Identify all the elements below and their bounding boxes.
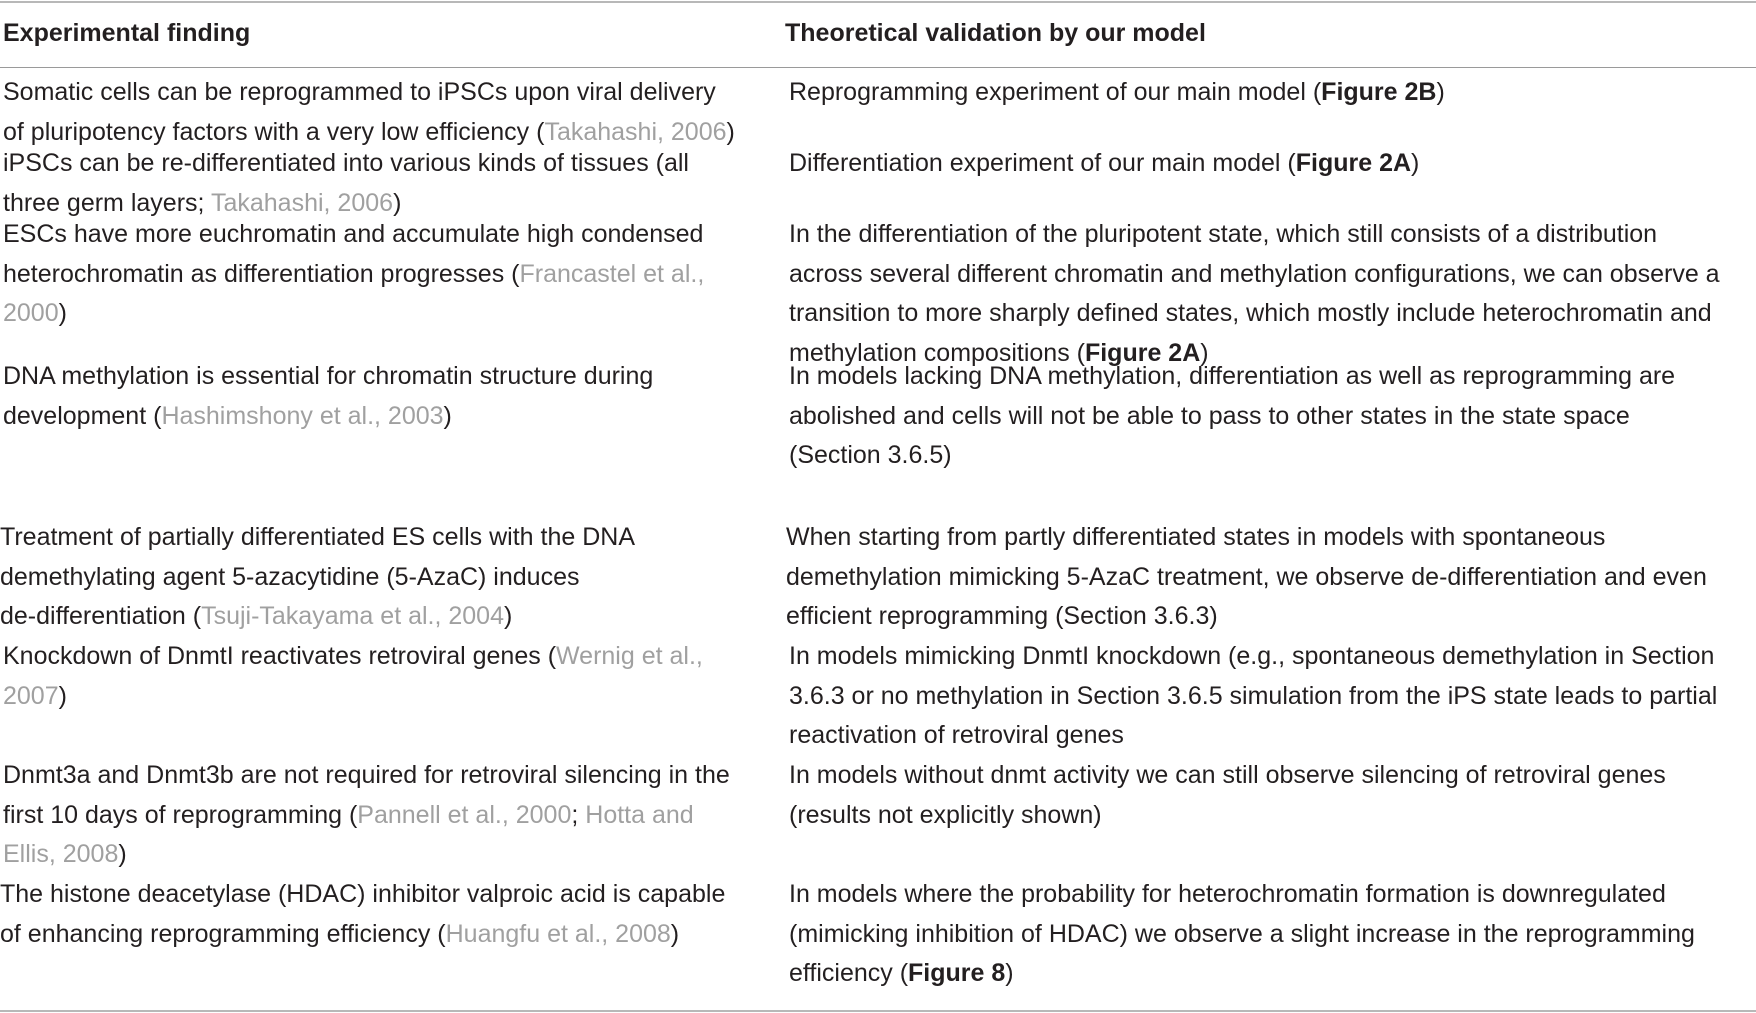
cell-text: ) <box>1200 338 1209 367</box>
cell-text: Dnmt3a and Dnmt3b are not required for retroviral silencing in the first 10 days of reprogramming ( <box>3 761 730 829</box>
table-top-rule <box>0 1 1756 3</box>
citation-link: Huangfu et al., 2008 <box>445 919 671 948</box>
cell-text: ) <box>1411 149 1420 177</box>
cell-text: ) <box>726 117 735 146</box>
citation-link: Takahashi, 2006 <box>210 188 394 217</box>
row-1-finding <box>3 73 773 152</box>
cell-text: ) <box>58 299 67 328</box>
table-bottom-rule <box>0 1010 1756 1012</box>
row-8-validation <box>789 875 1756 994</box>
header-experimental-finding: Experimental finding <box>3 19 251 47</box>
cell-text: The histone deacetylase (HDAC) inhibitor valproic acid is capable of enhancing reprogramming efficiency ( <box>0 880 726 948</box>
header-rule <box>0 67 1756 68</box>
figure-reference: Figure 2A <box>1084 338 1201 367</box>
cell-text: ) <box>1005 959 1014 988</box>
row-4-validation <box>789 357 1756 476</box>
cell-text: In models without dnmt activity we can still observe silencing of retroviral genes (results not explicitly shown) <box>789 761 1666 829</box>
cell-text: In models where the probability for heterochromatin formation is downregulated (mimicking inhibition of HDAC) we observe a slight increase in the reprogramming efficiency ( <box>789 880 1695 988</box>
cell-text: Reprogramming experiment of our main model ( <box>789 78 1322 106</box>
figure-reference: Figure 2A <box>1295 149 1412 177</box>
row-1-validation <box>789 73 1756 113</box>
row-6-finding <box>3 637 773 716</box>
cell-text: In models mimicking DnmtI knockdown (e.g., spontaneous demethylation in Section 3.6.3 or no methylation in Section 3.6.5 simulation from the iPS state leads to partial reactivation of retroviral genes <box>789 642 1718 750</box>
row-3-finding <box>3 215 773 334</box>
citation-link: Takahashi, 2006 <box>544 117 727 146</box>
row-7-validation <box>789 756 1756 835</box>
cell-text: ) <box>118 840 127 869</box>
citation-link: Pannell et al., 2000 <box>357 800 572 829</box>
cell-text: In the differentiation of the pluripotent state, which still consists of a distribution across several different chromatin and methylation configurations, we can observe a transition to more sharply defined states, which mostly include heterochromatin and methylation compositions ( <box>789 220 1720 367</box>
cell-text: ; <box>571 800 586 829</box>
cell-text: ) <box>393 188 402 217</box>
cell-text: iPSCs can be re-differentiated into various kinds of tissues (all three germ layers; <box>3 149 689 217</box>
row-2-validation <box>789 144 1756 184</box>
cell-text: DNA methylation is essential for chromatin structure during development ( <box>3 362 654 430</box>
citation-link: Hotta and Ellis, 2008 <box>3 800 694 869</box>
cell-text: ESCs have more euchromatin and accumulate high condensed heterochromatin as differentiation progresses ( <box>3 220 704 288</box>
figure-reference: Figure 8 <box>908 959 1006 988</box>
header-theoretical-validation: Theoretical validation by our model <box>785 19 1206 47</box>
cell-text: Differentiation experiment of our main model ( <box>789 149 1296 177</box>
cell-text: ) <box>670 919 680 948</box>
row-4-finding <box>3 357 773 436</box>
cell-text: Treatment of partially differentiated ES cells with the DNA demethylating agent 5-azacytidine (5-AzaC) induces de-differentiation ( <box>0 523 636 631</box>
cell-text: ) <box>504 602 513 631</box>
citation-link: Tsuji-Takayama et al., 2004 <box>201 602 504 631</box>
row-5-finding <box>0 518 770 637</box>
citation-link: Francastel et al., 2000 <box>3 259 705 328</box>
cell-text: ) <box>58 681 67 710</box>
figure-reference: Figure 2B <box>1321 78 1437 106</box>
row-6-validation <box>789 637 1756 756</box>
row-2-finding <box>3 144 773 223</box>
cell-text: Knockdown of DnmtI reactivates retroviral genes ( <box>3 642 557 670</box>
cell-text: ) <box>443 401 452 430</box>
cell-text: In models lacking DNA methylation, differentiation as well as reprogramming are abolished and cells will not be able to pass to other states in the state space (Section 3.6.5) <box>789 362 1676 470</box>
row-8-finding <box>0 875 770 954</box>
row-5-validation <box>786 518 1756 637</box>
citation-link: Hashimshony et al., 2003 <box>161 401 444 430</box>
cell-text: Somatic cells can be reprogrammed to iPSCs upon viral delivery of pluripotency factors with a very low efficiency ( <box>3 78 716 146</box>
row-3-validation <box>789 215 1756 373</box>
cell-text: When starting from partly differentiated states in models with spontaneous demethylation mimicking 5-AzaC treatment, we observe de-differentiation and even efficient reprogramming (Section 3.6.3) <box>786 523 1707 631</box>
cell-text: ) <box>1436 78 1445 106</box>
row-7-finding <box>3 756 773 875</box>
citation-link: Wernig et al., 2007 <box>3 642 703 710</box>
